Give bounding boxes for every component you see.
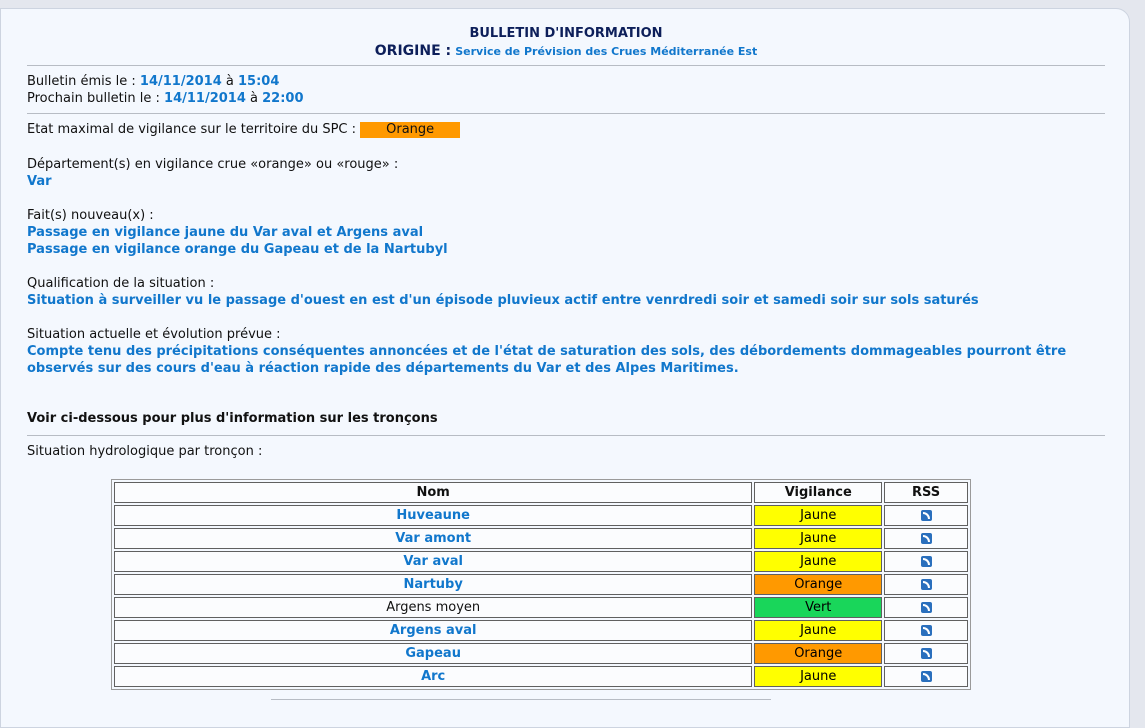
fact-item: Passage en vigilance jaune du Var aval et Argens aval bbox=[27, 225, 424, 240]
troncon-name[interactable]: Huveaune bbox=[114, 505, 752, 526]
qualification-label: Qualification de la situation : bbox=[27, 276, 215, 291]
issued-date: 14/11/2014 bbox=[139, 74, 222, 89]
troncon-name[interactable]: Nartuby bbox=[114, 574, 752, 595]
troncon-name[interactable]: Argens aval bbox=[114, 620, 752, 641]
table-body bbox=[114, 505, 968, 687]
table-header-row bbox=[114, 482, 968, 503]
rss-cell[interactable] bbox=[884, 551, 968, 572]
bulletin-panel bbox=[0, 8, 1130, 728]
issued-time: 15:04 bbox=[238, 74, 280, 89]
issued-line bbox=[27, 74, 279, 89]
rss-icon[interactable] bbox=[921, 648, 932, 659]
table-row bbox=[114, 597, 968, 618]
vigilance-cell: Jaune bbox=[754, 505, 882, 526]
situation-value: Compte tenu des précipitations conséquentes annoncées et de l'état de saturation des sols, des débordements dommageables pourront être observés sur des cours d'eau à réaction rapide des départements du Var et des Alpes Maritimes. bbox=[27, 344, 1067, 376]
rss-icon[interactable] bbox=[921, 625, 932, 636]
table-row bbox=[114, 574, 968, 595]
origin-value[interactable]: Service de Prévision des Crues Méditerranée Est bbox=[455, 45, 758, 58]
troncon-name[interactable]: Var aval bbox=[114, 551, 752, 572]
vigilance-label: Etat maximal de vigilance sur le territoire du SPC : bbox=[27, 122, 357, 137]
vigilance-cell: Jaune bbox=[754, 620, 882, 641]
rss-icon[interactable] bbox=[921, 533, 932, 544]
vigilance-cell: Vert bbox=[754, 597, 882, 618]
troncon-name: Argens moyen bbox=[114, 597, 752, 618]
qualification-value: Situation à surveiller vu le passage d'ouest en est d'un épisode pluvieux actif entre venrdredi soir et samedi soir sur sols saturés bbox=[27, 293, 979, 308]
troncons-table bbox=[111, 479, 971, 690]
rss-cell[interactable] bbox=[884, 620, 968, 641]
divider bbox=[27, 113, 1105, 114]
origin-label: ORIGINE : bbox=[374, 43, 452, 59]
vigilance-cell: Jaune bbox=[754, 666, 882, 687]
next-at: à bbox=[250, 91, 258, 106]
situation-label: Situation actuelle et évolution prévue : bbox=[27, 327, 281, 342]
departments-value: Var bbox=[27, 174, 52, 189]
qualification-block bbox=[27, 275, 979, 309]
next-time: 22:00 bbox=[262, 91, 304, 106]
departments-block bbox=[27, 156, 398, 190]
troncon-name[interactable]: Gapeau bbox=[114, 643, 752, 664]
page-title: BULLETIN D'INFORMATION bbox=[469, 26, 663, 41]
rss-icon[interactable] bbox=[921, 510, 932, 521]
table-row bbox=[114, 528, 968, 549]
more-info-link[interactable]: Voir ci-dessous pour plus d'information sur les tronçons bbox=[27, 411, 438, 426]
situation-block bbox=[27, 326, 1105, 377]
facts-block bbox=[27, 207, 448, 258]
rss-cell[interactable] bbox=[884, 528, 968, 549]
table-row bbox=[114, 505, 968, 526]
table-row bbox=[114, 643, 968, 664]
troncon-name[interactable]: Var amont bbox=[114, 528, 752, 549]
col-rss: RSS bbox=[884, 482, 968, 503]
rss-cell[interactable] bbox=[884, 574, 968, 595]
vigilance-cell: Jaune bbox=[754, 528, 882, 549]
rss-cell[interactable] bbox=[884, 643, 968, 664]
vigilance-line bbox=[27, 122, 460, 138]
table-row bbox=[114, 620, 968, 641]
rss-cell[interactable] bbox=[884, 505, 968, 526]
issued-at: à bbox=[225, 74, 234, 89]
vigilance-cell: Jaune bbox=[754, 551, 882, 572]
divider bbox=[27, 435, 1105, 436]
facts-label: Fait(s) nouveau(x) : bbox=[27, 208, 154, 223]
divider bbox=[27, 65, 1105, 66]
vigilance-cell: Orange bbox=[754, 574, 882, 595]
table-row bbox=[114, 666, 968, 687]
issued-label: Bulletin émis le : bbox=[27, 74, 136, 89]
rss-icon[interactable] bbox=[921, 556, 932, 567]
hydro-label: Situation hydrologique par tronçon : bbox=[27, 444, 263, 459]
rss-cell[interactable] bbox=[884, 666, 968, 687]
rss-cell[interactable] bbox=[884, 597, 968, 618]
departments-label: Département(s) en vigilance crue «orange» ou «rouge» : bbox=[27, 157, 399, 172]
next-date: 14/11/2014 bbox=[164, 91, 246, 106]
vigilance-cell: Orange bbox=[754, 643, 882, 664]
rss-icon[interactable] bbox=[921, 671, 932, 682]
origin-line bbox=[27, 43, 1105, 59]
vigilance-badge: Orange bbox=[360, 122, 460, 138]
table-row bbox=[114, 551, 968, 572]
fact-item: Passage en vigilance orange du Gapeau et de la Nartubyl bbox=[27, 242, 448, 257]
troncon-name[interactable]: Arc bbox=[114, 666, 752, 687]
next-label: Prochain bulletin le : bbox=[27, 91, 160, 106]
rss-icon[interactable] bbox=[921, 602, 932, 613]
col-vigilance: Vigilance bbox=[754, 482, 882, 503]
next-line bbox=[27, 91, 304, 106]
rss-icon[interactable] bbox=[921, 579, 932, 590]
col-nom: Nom bbox=[114, 482, 752, 503]
